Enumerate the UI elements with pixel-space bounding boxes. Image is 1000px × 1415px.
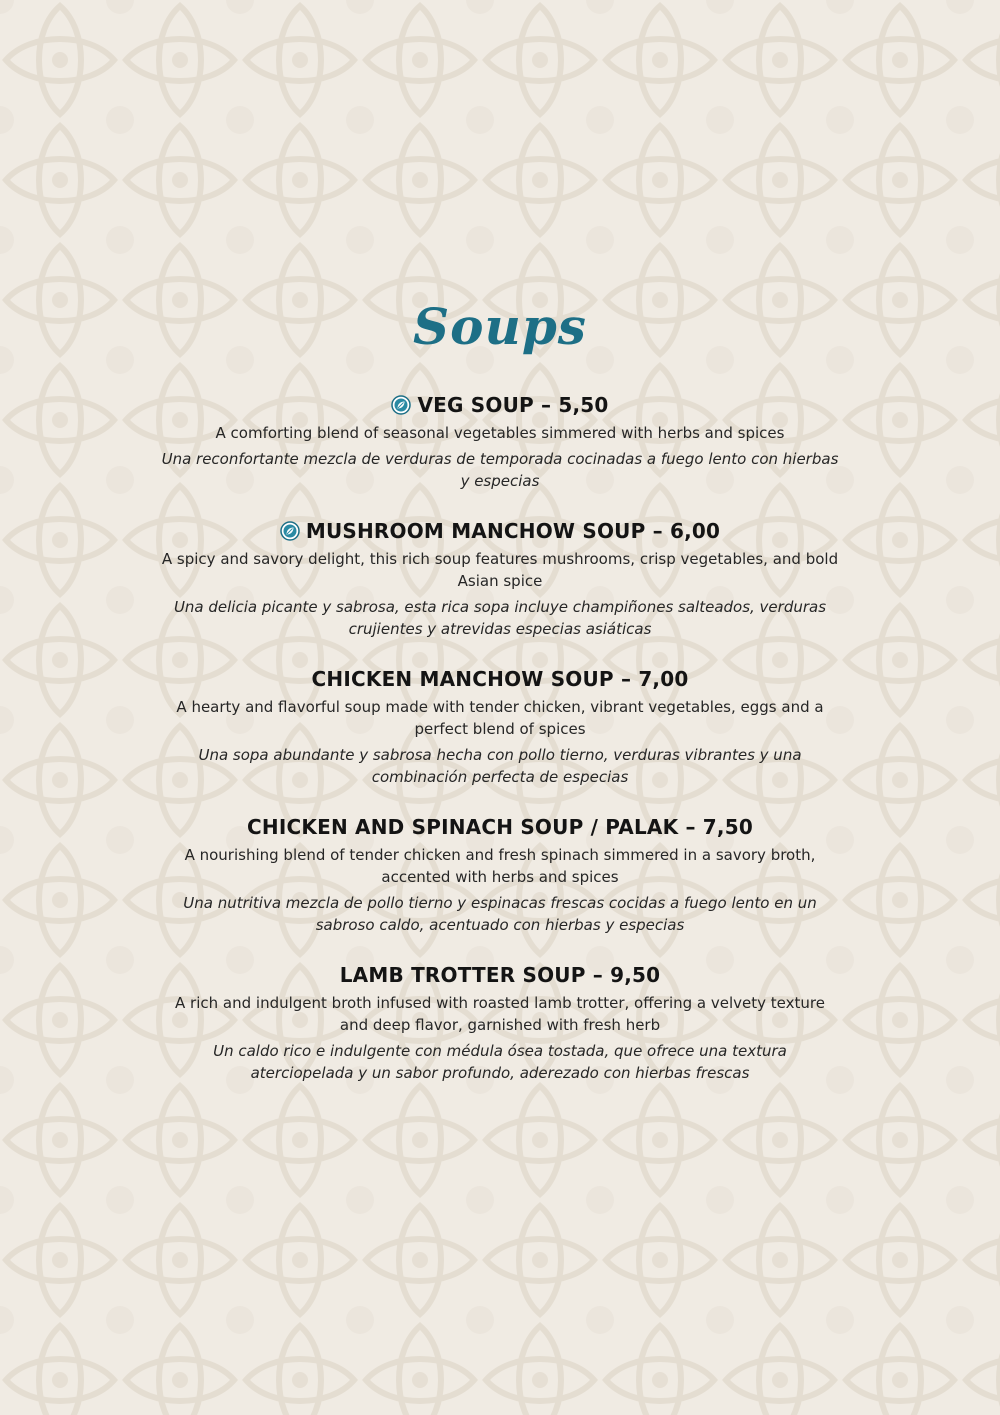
item-description-es: Una nutritiva mezcla de pollo tierno y espinacas frescas cocidas a fuego lento en un sabroso caldo, acentuado con hierbas y especias bbox=[183, 894, 817, 934]
item-description-en: A hearty and flavorful soup made with tender chicken, vibrant vegetables, eggs and a perfect blend of spices bbox=[176, 698, 824, 738]
item-title bbox=[160, 812, 840, 842]
menu-item bbox=[160, 960, 840, 1084]
menu-items bbox=[160, 390, 840, 1108]
item-title-text: MUSHROOM MANCHOW SOUP – 6,00 bbox=[305, 519, 721, 543]
item-title-text: LAMB TROTTER SOUP – 9,50 bbox=[339, 963, 661, 987]
item-title-text: CHICKEN AND SPINACH SOUP / PALAK – 7,50 bbox=[247, 815, 753, 839]
item-description-es: Un caldo rico e indulgente con médula ósea tostada, que ofrece una textura aterciopelada y un sabor profundo, aderezado con hierbas frescas bbox=[213, 1042, 787, 1082]
item-description-es: Una sopa abundante y sabrosa hecha con pollo tierno, verduras vibrantes y una combinación perfecta de especias bbox=[198, 746, 802, 786]
item-title bbox=[160, 664, 840, 694]
menu-item bbox=[160, 664, 840, 788]
item-description-es: Una delicia picante y sabrosa, esta rica sopa incluye champiñones salteados, verduras crujientes y atrevidas especias asiáticas bbox=[173, 598, 827, 638]
menu-item bbox=[160, 812, 840, 936]
item-description-es: Una reconfortante mezcla de verduras de temporada cocinadas a fuego lento con hierbas y especias bbox=[161, 450, 839, 490]
menu-item bbox=[160, 390, 840, 492]
item-title-text: CHICKEN MANCHOW SOUP – 7,00 bbox=[311, 667, 689, 691]
item-description-en: A comforting blend of seasonal vegetables simmered with herbs and spices bbox=[215, 424, 785, 442]
item-title-text: VEG SOUP – 5,50 bbox=[417, 393, 609, 417]
item-description-en: A rich and indulgent broth infused with roasted lamb trotter, offering a velvety texture and deep flavor, garnished with fresh herb bbox=[175, 994, 825, 1034]
item-title bbox=[160, 960, 840, 990]
leaf-icon bbox=[391, 395, 411, 415]
menu-item bbox=[160, 516, 840, 640]
item-description-en: A nourishing blend of tender chicken and fresh spinach simmered in a savory broth, accented with herbs and spices bbox=[184, 846, 816, 886]
section-title: Soups bbox=[413, 297, 587, 356]
leaf-icon bbox=[280, 521, 300, 541]
item-title bbox=[160, 516, 840, 546]
item-title bbox=[160, 390, 840, 420]
item-description-en: A spicy and savory delight, this rich soup features mushrooms, crisp vegetables, and bold Asian spice bbox=[161, 550, 839, 590]
